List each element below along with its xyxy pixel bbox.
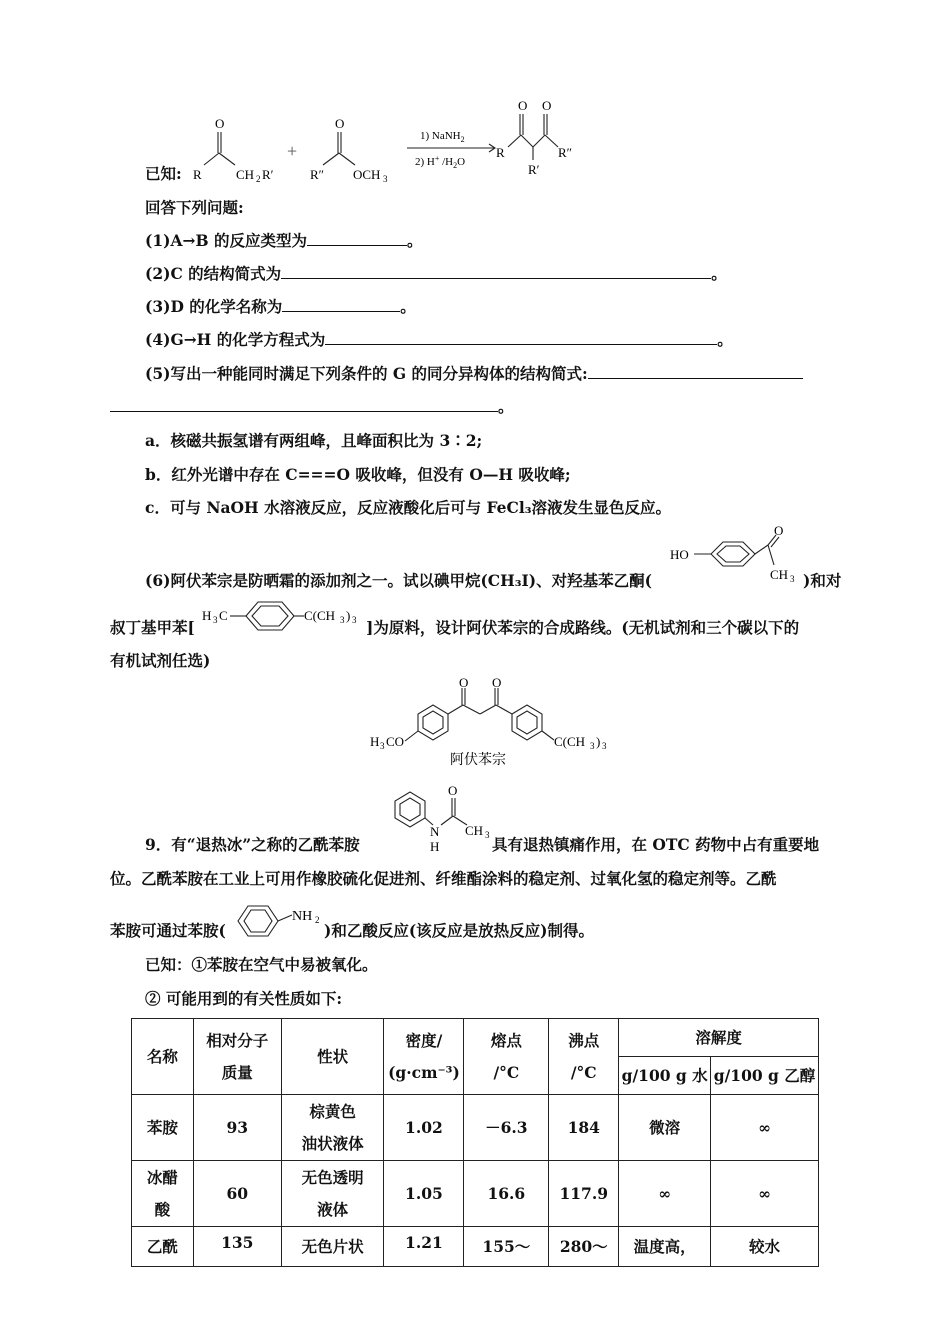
cell-state: 无色透明 液体 <box>281 1161 384 1227</box>
question-6-text-4: ]为原料，设计阿伏苯宗的合成路线。(无机试剂和三个碳以下的 <box>366 618 800 637</box>
period: 。 <box>717 330 733 349</box>
q9-text-3: 位。乙酰苯胺在工业上可用作橡胶硫化促进剂、纤维酯涂料的稳定剂、过氧化氢的稳定剂等。乙酰 <box>110 869 777 888</box>
svg-text:3: 3 <box>485 830 490 840</box>
hydroxyacetophenone-structure <box>668 525 808 585</box>
svg-text:O: O <box>542 98 552 113</box>
svg-text:2: 2 <box>315 915 320 925</box>
cell-bp: 280～ <box>549 1227 619 1267</box>
header-density: 密度/ (g·cm⁻³) <box>384 1019 464 1095</box>
question-6-text-2: )和对 <box>803 571 842 590</box>
question-3 <box>145 297 416 317</box>
svg-text:2) H+ /H2O: 2) H+ $/H_2O$ <box>415 154 466 170</box>
svg-text:OCH: OCH <box>353 167 381 182</box>
svg-text:O: O <box>448 783 458 798</box>
cell-bp: 184 <box>549 1095 619 1161</box>
svg-text:N: N <box>430 824 440 839</box>
svg-text:R″: R″ <box>558 145 573 160</box>
svg-text:R: R <box>193 167 202 182</box>
svg-text:NH: NH <box>292 909 313 924</box>
avobenzone-label: 阿伏苯宗 <box>450 753 506 768</box>
svg-text:O: O <box>335 116 345 131</box>
question-2-text: (2)C 的结构简式为 <box>145 264 282 283</box>
table-row <box>132 1161 819 1227</box>
answer-blank-2[interactable] <box>281 264 711 279</box>
answer-blank-1[interactable] <box>307 231 407 246</box>
ketone-structure <box>193 116 274 184</box>
svg-text:R′: R′ <box>528 162 540 177</box>
svg-text:+: + <box>287 141 298 161</box>
answer-blank-3[interactable] <box>282 297 400 312</box>
q9-known: 已知：①苯胺在空气中易被氧化。 <box>145 955 378 974</box>
cell-state: 无色片状 <box>281 1227 384 1267</box>
condition-a: a．核磁共振氢谱有两组峰，且峰面积比为 3∶2; <box>145 431 483 450</box>
header-sol-ethanol: g/100 g 乙醇 <box>711 1057 819 1095</box>
svg-text:3: 3 <box>790 574 795 584</box>
cell-water: ∞ <box>619 1161 711 1227</box>
answer-blank-4[interactable] <box>325 330 717 345</box>
cell-name: 冰醋 酸 <box>132 1161 194 1227</box>
svg-text:CO: CO <box>386 734 405 749</box>
header-sol-water: g/100 g 水 <box>619 1057 711 1095</box>
svg-text:H: H <box>430 839 440 853</box>
table-header-row <box>132 1019 819 1057</box>
question-5-cont <box>110 397 514 417</box>
avobenzone-structure <box>370 676 615 771</box>
answer-blank-5a[interactable] <box>588 364 803 379</box>
header-solubility: 溶解度 <box>619 1019 819 1057</box>
cell-state: 棕黄色 油状液体 <box>281 1095 384 1161</box>
acetanilide-structure <box>385 773 495 853</box>
question-5-text: (5)写出一种能同时满足下列条件的 G 的同分异构体的结构简式: <box>145 364 588 383</box>
svg-text:O: O <box>774 525 784 538</box>
svg-text:CH: CH <box>465 823 484 838</box>
aniline-structure <box>230 898 330 944</box>
period: 。 <box>498 397 514 416</box>
svg-text:3: 3 <box>383 174 388 184</box>
known-reaction-scheme <box>190 95 610 185</box>
ester-structure <box>310 116 388 184</box>
cell-mp: 155～ <box>464 1227 549 1267</box>
cell-mw: 135 <box>193 1227 281 1267</box>
known-label: 已知: <box>145 164 182 183</box>
header-bp: 沸点 /°C <box>549 1019 619 1095</box>
svg-text:H: H <box>370 734 380 749</box>
cell-ethanol: ∞ <box>711 1095 819 1161</box>
q9-props-intro: ② 可能用到的有关性质如下: <box>145 989 343 1008</box>
svg-text:3: 3 <box>340 615 345 625</box>
cell-bp: 117.9 <box>549 1161 619 1227</box>
svg-text:O: O <box>215 116 225 131</box>
question-5 <box>145 364 803 384</box>
period: 。 <box>406 231 423 250</box>
cell-mp: －6.3 <box>464 1095 549 1161</box>
svg-text:3: 3 <box>352 615 357 625</box>
questions-intro: 回答下列问题: <box>145 198 244 217</box>
header-mw: 相对分子 质量 <box>193 1019 281 1095</box>
condition-b: b．红外光谱中存在 C===O 吸收峰，但没有 O—H 吸收峰; <box>145 465 571 484</box>
cell-density: 1.02 <box>384 1095 464 1161</box>
q9-text-4: 苯胺可通过苯胺( <box>110 921 226 940</box>
svg-text:CH: CH <box>236 167 255 182</box>
cell-density: 1.21 <box>384 1227 464 1267</box>
svg-text:): ) <box>596 734 601 749</box>
svg-text:1) NaNH2: 1) NaNH$_2$ <box>420 130 465 144</box>
cell-ethanol: 较水 <box>711 1227 819 1267</box>
svg-text:C(CH: C(CH <box>304 608 336 623</box>
svg-text:HO: HO <box>670 547 689 562</box>
svg-text:3: 3 <box>602 741 607 751</box>
svg-text:C: C <box>219 608 228 623</box>
cell-water: 温度高， <box>619 1227 711 1267</box>
svg-text:R: R <box>496 145 505 160</box>
question-3-text: (3)D 的化学名称为 <box>145 297 283 316</box>
cell-water: 微溶 <box>619 1095 711 1161</box>
question-6-text-1: (6)阿伏苯宗是防晒霜的添加剂之一。试以碘甲烷(CH₃I)、对羟基苯乙酮( <box>145 571 652 590</box>
cell-density: 1.05 <box>384 1161 464 1227</box>
table-row <box>132 1227 819 1267</box>
svg-text:3: 3 <box>590 741 595 751</box>
diketone-structure <box>496 98 572 177</box>
question-6-text-3: 叔丁基甲苯[ <box>110 618 195 637</box>
svg-text:C(CH: C(CH <box>554 734 586 749</box>
q9-text-2: 具有退热镇痛作用，在 OTC 药物中占有重要地 <box>492 835 820 854</box>
question-1 <box>145 231 422 251</box>
svg-text:R′: R′ <box>262 167 274 182</box>
question-4 <box>145 330 733 350</box>
cell-mw: 93 <box>193 1095 281 1161</box>
svg-text:3: 3 <box>213 615 218 625</box>
svg-text:2: 2 <box>256 174 261 184</box>
cell-mp: 16.6 <box>464 1161 549 1227</box>
cell-ethanol: ∞ <box>711 1161 819 1227</box>
answer-blank-5b[interactable] <box>110 397 498 412</box>
period: 。 <box>711 264 727 283</box>
question-6-text-5: 有机试剂任选) <box>110 651 211 670</box>
period: 。 <box>400 297 416 316</box>
cell-name: 乙酰 <box>132 1227 194 1267</box>
header-mp: 熔点 /°C <box>464 1019 549 1095</box>
q9-text-5: )和乙酸反应(该反应是放热反应)制得。 <box>324 921 595 940</box>
cell-name: 苯胺 <box>132 1095 194 1161</box>
question-4-text: (4)G→H 的化学方程式为 <box>145 330 326 349</box>
tert-butyltoluene-structure <box>200 598 368 634</box>
properties-table <box>131 1018 819 1267</box>
condition-c: c．可与 NaOH 水溶液反应，反应液酸化后可与 FeCl₃溶液发生显色反应。 <box>145 498 672 517</box>
svg-text:H: H <box>202 608 212 623</box>
question-2 <box>145 264 727 284</box>
svg-text:): ) <box>346 608 351 623</box>
svg-text:CH: CH <box>770 567 789 582</box>
svg-text:R″: R″ <box>310 167 325 182</box>
reaction-arrow <box>407 130 495 170</box>
question-1-text: (1)A→B 的反应类型为 <box>145 231 307 250</box>
cell-mw: 60 <box>193 1161 281 1227</box>
svg-text:3: 3 <box>380 741 385 751</box>
svg-text:O: O <box>459 676 469 690</box>
header-name: 名称 <box>132 1019 194 1095</box>
q9-text-1: 9．有“退热冰”之称的乙酰苯胺 <box>145 835 360 854</box>
svg-text:O: O <box>518 98 528 113</box>
header-state: 性状 <box>281 1019 384 1095</box>
table-row <box>132 1095 819 1161</box>
svg-text:O: O <box>492 676 502 690</box>
